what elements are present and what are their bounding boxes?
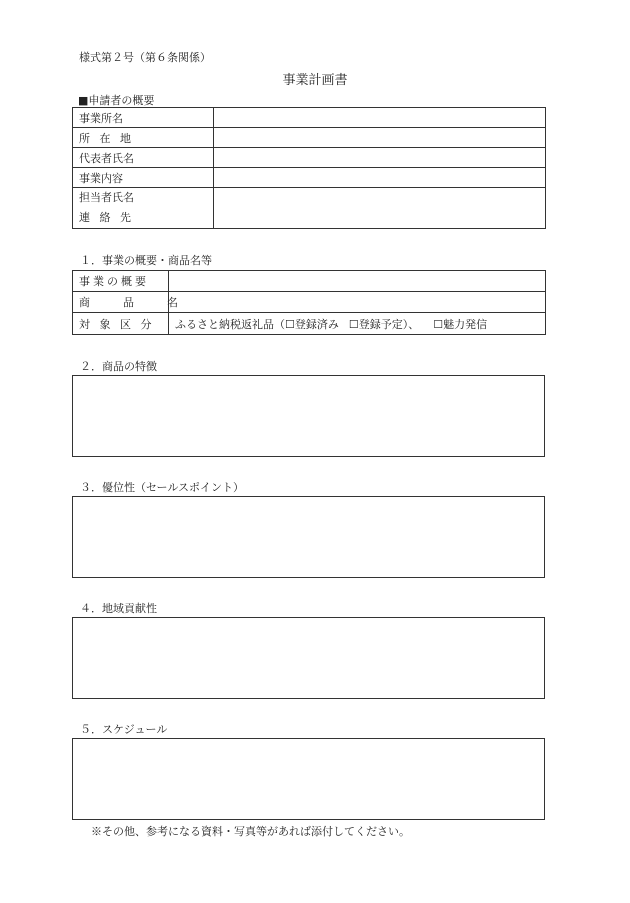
- contact-field[interactable]: [214, 188, 546, 229]
- option-attraction-label: 魅力発信: [443, 317, 488, 331]
- schedule-box[interactable]: [72, 738, 545, 820]
- address-field[interactable]: [214, 128, 546, 148]
- product-name-field[interactable]: [169, 292, 546, 313]
- applicant-row: [73, 188, 546, 229]
- applicant-heading: ■申請者の概要: [78, 94, 155, 107]
- product-name-label: 商 品 名: [73, 292, 169, 313]
- applicant-label-contact: [73, 188, 214, 229]
- contact-info-label: 連 絡 先: [79, 211, 134, 224]
- product-features-box[interactable]: [72, 375, 545, 457]
- checkbox-planned[interactable]: ☐: [348, 317, 359, 331]
- option-registered-label: 登録済み: [294, 317, 339, 331]
- section1-table: [72, 270, 546, 335]
- section1-row: [73, 313, 546, 335]
- applicant-row: [73, 168, 546, 188]
- applicant-row: [73, 148, 546, 168]
- section3-heading: ３．優位性（セールスポイント）: [80, 481, 245, 494]
- section4-heading: ４．地域貢献性: [80, 602, 157, 615]
- checkbox-attraction[interactable]: ☐: [433, 317, 444, 331]
- representative-field[interactable]: [214, 148, 546, 168]
- section1-row: [73, 271, 546, 292]
- applicant-label-address: 所 在 地: [73, 128, 214, 148]
- form-number: 様式第２号（第６条関係）: [79, 51, 211, 64]
- overview-field[interactable]: [169, 271, 546, 292]
- applicant-label-representative: 代表者氏名: [73, 148, 214, 168]
- business-name-field[interactable]: [214, 108, 546, 128]
- target-category-options: [169, 313, 546, 335]
- hometown-tax-label: ふるさと納税返礼品（: [175, 317, 285, 331]
- section1-row: [73, 292, 546, 313]
- checkbox-registered[interactable]: ☐: [285, 317, 295, 331]
- target-category-label: 対 象 区 分: [73, 313, 169, 335]
- selling-points-box[interactable]: [72, 496, 545, 578]
- applicant-label-business-content: 事業内容: [73, 168, 214, 188]
- footer-note: ※その他、参考になる資料・写真等があれば添付してください。: [91, 825, 410, 838]
- applicant-row: [73, 128, 546, 148]
- regional-contribution-box[interactable]: [72, 617, 545, 699]
- contact-person-label: 担当者氏名: [79, 191, 134, 204]
- applicant-row: [73, 108, 546, 128]
- option-planned-label: 登録予定）、: [358, 317, 420, 331]
- business-content-field[interactable]: [214, 168, 546, 188]
- section1-heading: １．事業の概要・商品名等: [80, 254, 212, 267]
- overview-label: 事業の概要: [73, 271, 169, 292]
- applicant-label-business-name: 事業所名: [73, 108, 214, 128]
- page-title: 事業計画書: [282, 73, 348, 88]
- section2-heading: ２．商品の特徴: [80, 360, 157, 373]
- applicant-table: [72, 107, 546, 229]
- section5-heading: ５．スケジュール: [80, 723, 168, 736]
